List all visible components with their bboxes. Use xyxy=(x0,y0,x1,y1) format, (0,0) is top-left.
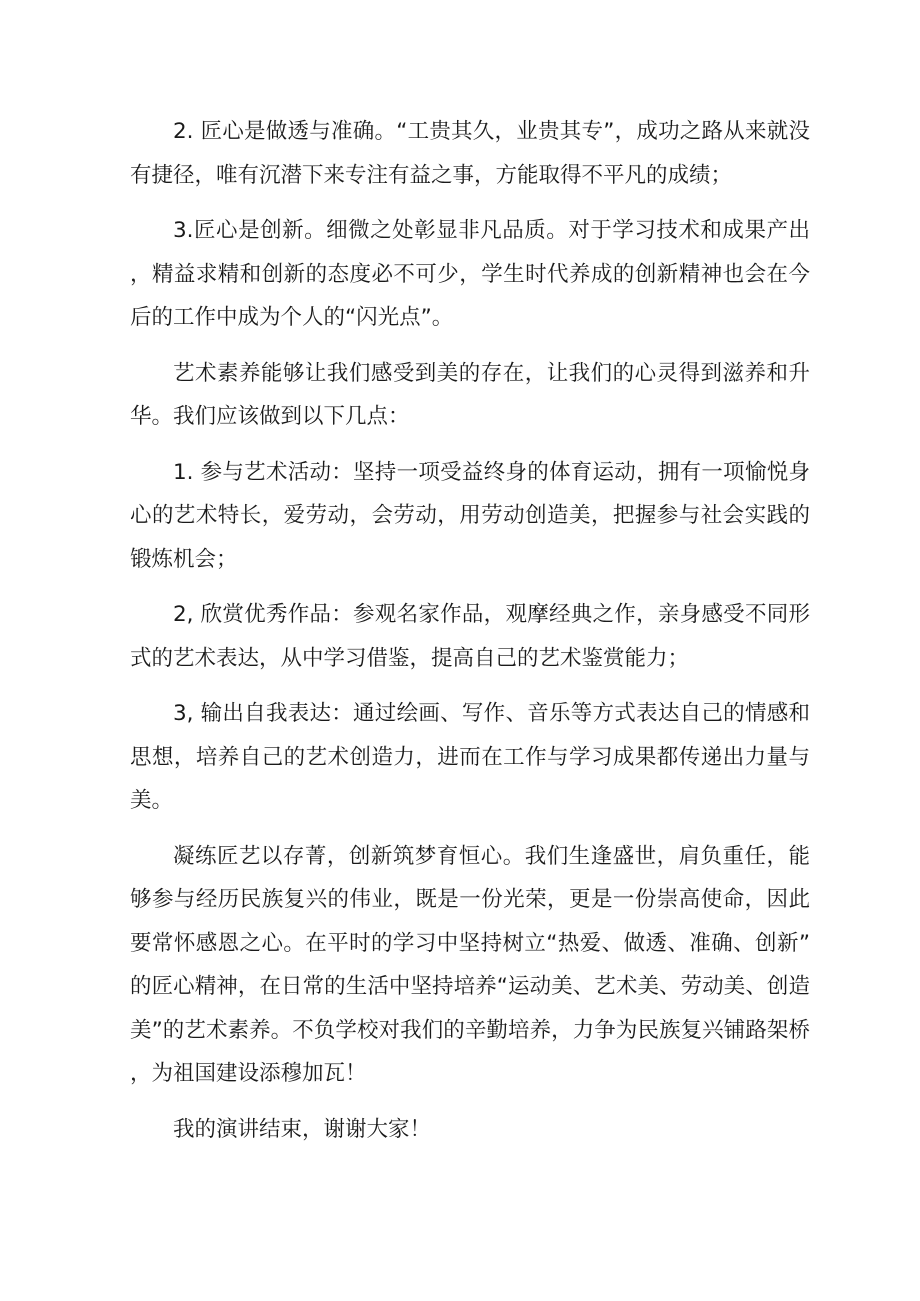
paragraph-art-literacy-intro: 艺术素养能够让我们感受到美的存在，让我们的心灵得到滋养和升华。我们应该做到以下几点： xyxy=(130,360,810,429)
paragraph-closing: 我的演讲结束，谢谢大家！ xyxy=(173,1116,432,1142)
paragraph-craftsmanship-precision: 2. 匠心是做透与准确。“工贵其久，业贵其专”，成功之路从来就没有捷径，唯有沉潜下来专注有益之事，方能取得不平凡的成绩； xyxy=(130,119,810,188)
paragraph-self-expression: 3, 输出自我表达：通过绘画、写作、音乐等方式表达自己的情感和思想，培养自己的艺术创造力，进而在工作与学习成果都传递出力量与美。 xyxy=(130,701,810,813)
document-body xyxy=(130,110,810,1163)
paragraph-appreciate-works: 2, 欣赏优秀作品：参观名家作品，观摩经典之作，亲身感受不同形式的艺术表达，从中学习借鉴，提高自己的艺术鉴赏能力； xyxy=(130,602,810,671)
paragraph-conclusion: 凝练匠艺以存菁，创新筑梦育恒心。我们生逢盛世，肩负重任，能够参与经历民族复兴的伟业，既是一份光荣，更是一份崇高使命，因此要常怀感恩之心。在平时的学习中坚持树立“热爱、做透、准确、创新”的匠心精神，在日常的生活中坚持培养“运动美、艺术美、劳动美、创造美”的艺术素养。不负学校对我们的辛勤培养，力争为民族复兴铺路架桥，为祖国建设添穆加瓦！ xyxy=(130,843,810,1086)
paragraph-craftsmanship-innovation: 3.匠心是创新。细微之处彰显非凡品质。对于学习技术和成果产出，精益求精和创新的态度必不可少，学生时代养成的创新精神也会在今后的工作中成为个人的“闪光点”。 xyxy=(130,218,810,330)
paragraph-art-activities: 1. 参与艺术活动：坚持一项受益终身的体育运动，拥有一项愉悦身心的艺术特长，爱劳动，会劳动，用劳动创造美，把握参与社会实践的锻炼机会； xyxy=(130,459,810,572)
